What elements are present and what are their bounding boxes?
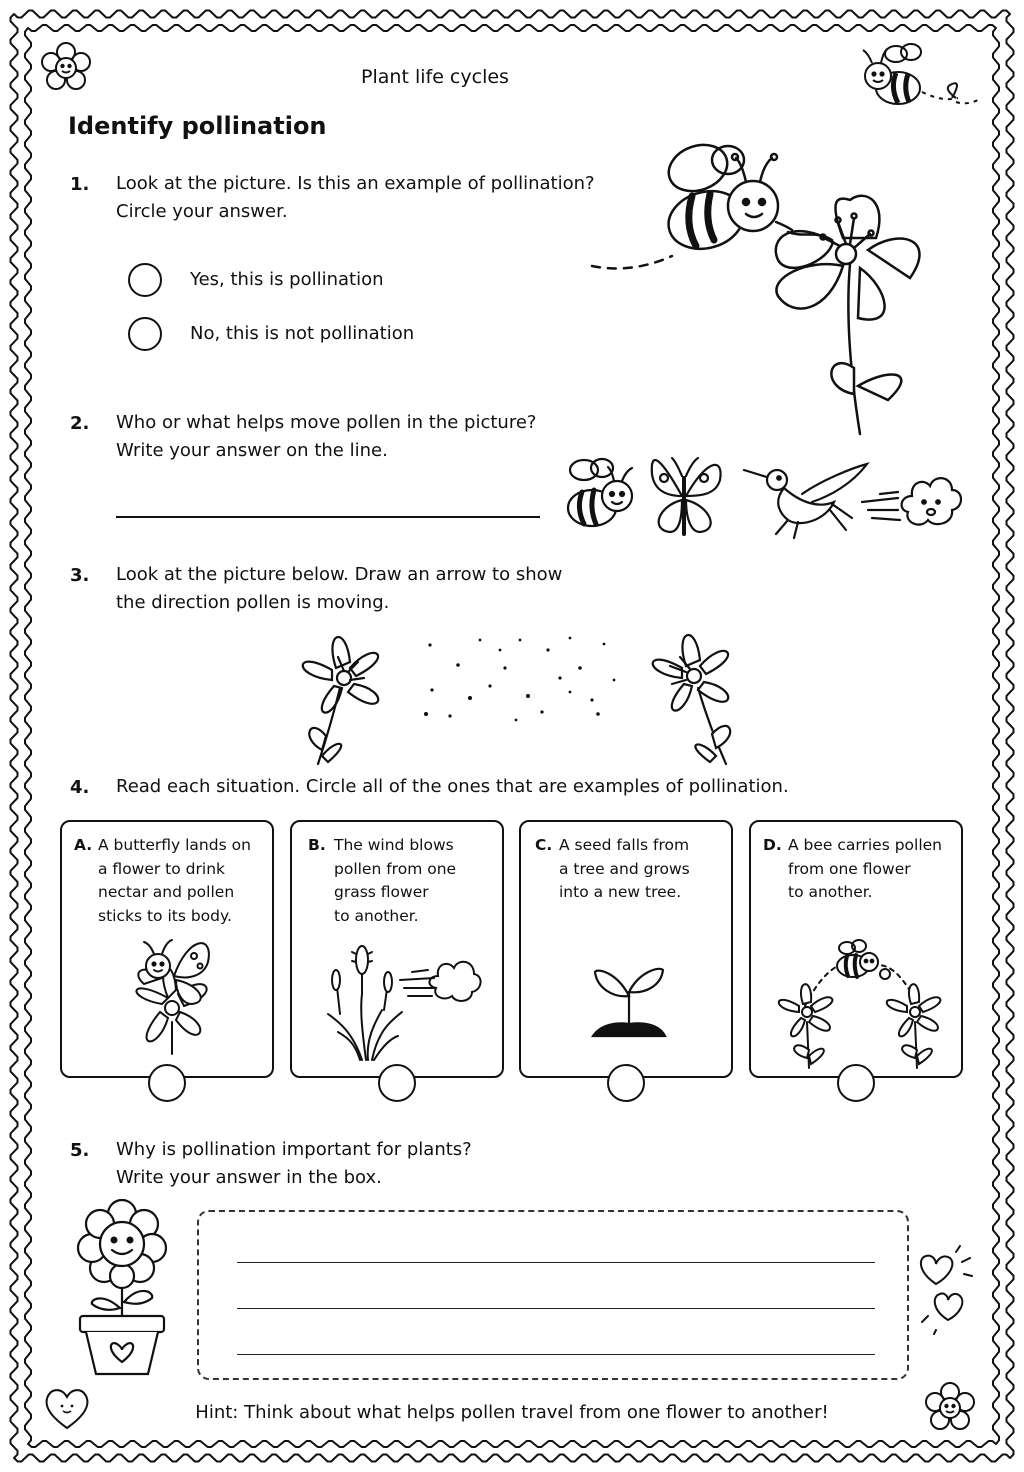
option-no-circle[interactable] [128,317,162,351]
question-2-line-2: Write your answer on the line. [116,440,388,461]
pollen-direction-illustration [280,620,760,765]
answer-writing-line[interactable] [237,1262,875,1263]
question-5-answer-box[interactable] [197,1210,909,1380]
question-1-number: 1. [70,174,90,195]
card-a-line: A butterfly lands on [98,836,251,854]
hearts-icon [914,1244,984,1334]
wind-grass-icon [322,940,482,1066]
card-c-line: a tree and grows [559,859,690,878]
card-b-answer-circle[interactable] [378,1064,416,1102]
bee-corner-icon [856,40,986,120]
question-2-number: 2. [70,413,90,434]
question-4-line-1: Read each situation. Circle all of the ones that are examples of pollination. [116,776,789,797]
answer-writing-line[interactable] [237,1354,875,1355]
card-c-line: A seed falls from [559,836,690,854]
question-3-line-1: Look at the picture below. Draw an arrow to show [116,564,563,585]
worksheet-header: Plant life cycles [361,66,509,88]
potted-flower-icon [62,1196,182,1380]
card-a-letter: A. [74,836,93,854]
question-2-answer-line[interactable] [116,516,540,518]
situation-card-d [749,820,963,1078]
card-b-line: to another. [334,906,419,925]
card-b-line: The wind blows [334,836,454,854]
question-2-line-1: Who or what helps move pollen in the picture? [116,412,537,433]
card-a-answer-circle[interactable] [148,1064,186,1102]
card-d-answer-circle[interactable] [837,1064,875,1102]
answer-writing-line[interactable] [237,1308,875,1309]
card-b-line: grass flower [334,883,429,901]
option-no-label: No, this is not pollination [190,323,415,344]
pollinators-illustration [562,450,962,542]
situation-card-a [60,820,274,1078]
question-5-line-2: Write your answer in the box. [116,1167,382,1188]
question-5-line-1: Why is pollination important for plants? [116,1139,472,1160]
card-a-line: nectar and pollen [98,883,235,901]
option-yes-circle[interactable] [128,263,162,297]
question-5-number: 5. [70,1140,90,1161]
card-a-line: a flower to drink [98,859,225,878]
bee-between-flowers-icon [769,940,949,1068]
hint-text: Hint: Think about what helps pollen travel from one flower to another! [195,1402,829,1423]
question-1-line-1: Look at the picture. Is this an example of pollination? [116,173,595,194]
card-d-line: to another. [788,883,873,901]
bee-flower-illustration [588,138,938,438]
card-b-letter: B. [308,836,326,854]
question-1-line-2: Circle your answer. [116,201,288,222]
card-d-line: A bee carries pollen [788,836,943,854]
card-c-answer-circle[interactable] [607,1064,645,1102]
card-c-letter: C. [535,836,553,854]
option-yes-label: Yes, this is pollination [190,269,384,290]
card-c-line: into a new tree. [559,883,682,901]
card-d-line: from one flower [788,859,911,878]
butterfly-on-flower-icon [114,932,234,1062]
question-3-line-2: the direction pollen is moving. [116,592,390,613]
situation-card-b [290,820,504,1078]
card-d-letter: D. [763,836,782,854]
card-b-line: pollen from one [334,859,457,878]
card-a-line: sticks to its body. [98,906,232,925]
question-4-number: 4. [70,777,90,798]
seedling-icon [587,962,671,1044]
question-3-number: 3. [70,565,90,586]
situation-card-c [519,820,733,1078]
worksheet-title: Identify pollination [68,112,327,140]
